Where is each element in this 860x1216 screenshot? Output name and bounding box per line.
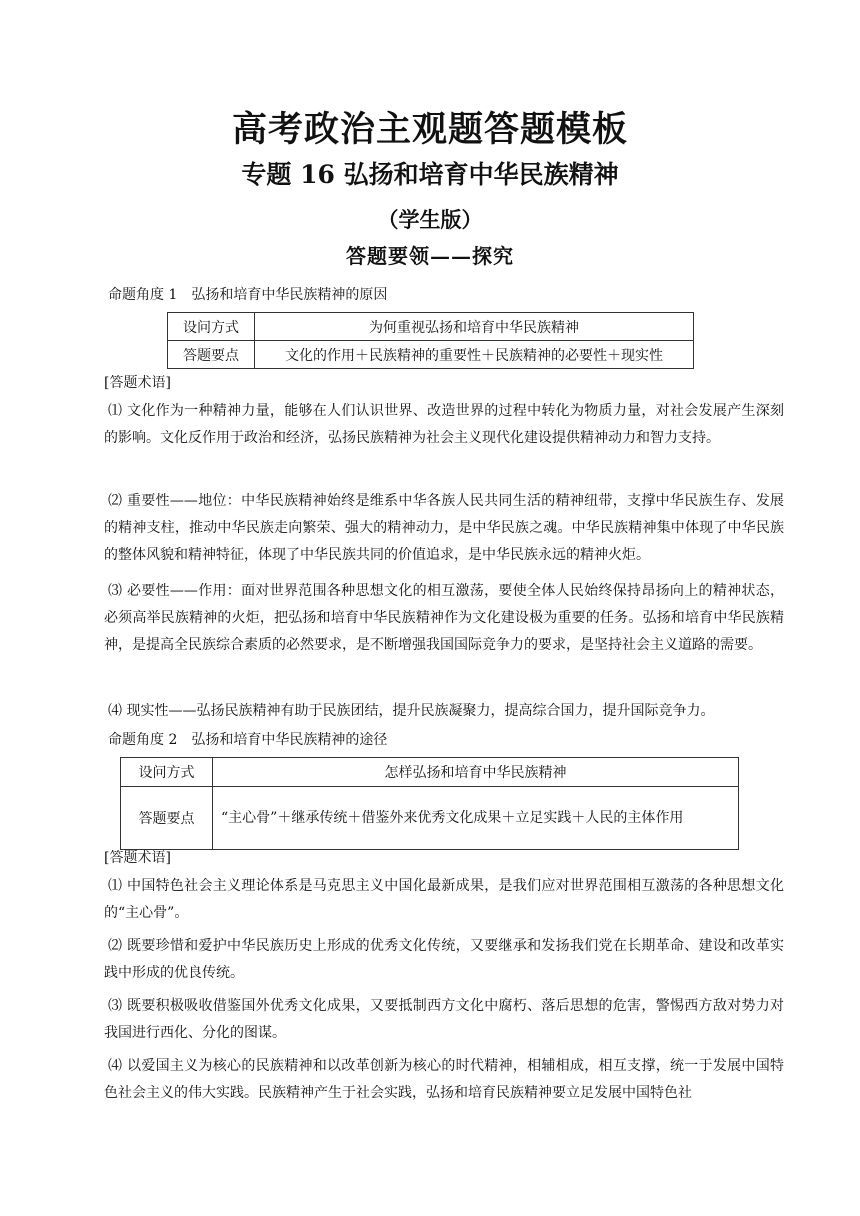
angle1-heading: 命题角度 1 弘扬和培育中华民族精神的原因 — [108, 287, 388, 303]
ask-value: 为何重视弘扬和培育中华民族精神 — [255, 313, 694, 341]
angle1-paragraph-1: ⑴ 文化作为一种精神力量，能够在人们认识世界、改造世界的过程中转化为物质力量，对社会发展产生深刻的影响。文化反作用于政治和经济，弘扬民族精神为社会主义现代化建设提供精神动力和智力支持。 — [104, 403, 784, 446]
angle2-paragraph-1: ⑴ 中国特色社会主义理论体系是马克思主义中国化最新成果，是我们应对世界范围相互激荡的各种思想文化的“主心骨”。 — [104, 878, 784, 921]
angle2-terms-label: [答题术语] — [104, 850, 171, 866]
edition-label: （学生版） — [377, 207, 483, 232]
topic-title: 专题 16 弘扬和培育中华民族精神 — [241, 160, 619, 189]
ask-value: 怎样弘扬和培育中华民族精神 — [213, 758, 739, 787]
angle1-paragraph-3: ⑶ 必要性——作用：面对世界范围各种思想文化的相互激荡，要使全体人民始终保持昂扬向上的精神状态，必须高举民族精神的火炬，把弘扬和培育中华民族精神作为文化建设极为重要的任务。弘扬和培育中华民族精神，是提高全民族综合素质的必然要求，是不断增强我国国际竞争力的要求，是坚持社会主义道路的需要。 — [104, 583, 784, 653]
key-value: 文化的作用＋民族精神的重要性＋民族精神的必要性＋现实性 — [255, 341, 694, 369]
angle2-heading: 命题角度 2 弘扬和培育中华民族精神的途径 — [108, 732, 388, 748]
angle2-paragraph-2: ⑵ 既要珍惜和爱护中华民族历史上形成的优秀文化传统，又要继承和发扬我们党在长期革命、建设和改革实践中形成的优良传统。 — [104, 938, 784, 981]
key-value: “主心骨”＋继承传统＋借鉴外来优秀文化成果＋立足实践＋人民的主体作用 — [213, 787, 739, 850]
angle2-paragraph-3: ⑶ 既要积极吸收借鉴国外优秀文化成果，又要抵制西方文化中腐朽、落后思想的危害，警惕西方敌对势力对我国进行西化、分化的图谋。 — [104, 998, 784, 1041]
ask-label: 设问方式 — [121, 758, 213, 787]
key-label: 答题要点 — [121, 787, 213, 850]
key-label: 答题要点 — [168, 341, 255, 369]
angle2-table — [120, 757, 739, 850]
ask-label: 设问方式 — [168, 313, 255, 341]
section-heading: 答题要领——探究 — [346, 244, 514, 268]
angle2-paragraph-4: ⑷ 以爱国主义为核心的民族精神和以改革创新为核心的时代精神，相辅相成，相互支撑，统一于发展中国特色社会主义的伟大实践。民族精神产生于社会实践，弘扬和培育民族精神要立足发展中国特色社 — [104, 1058, 784, 1101]
angle1-table — [167, 312, 694, 369]
angle1-paragraph-4: ⑷ 现实性——弘扬民族精神有助于民族团结，提升民族凝聚力，提高综合国力，提升国际竞争力。 — [108, 703, 715, 719]
angle1-paragraph-2: ⑵ 重要性——地位：中华民族精神始终是维系中华各族人民共同生活的精神纽带，支撑中华民族生存、发展的精神支柱，推动中华民族走向繁荣、强大的精神动力，是中华民族之魂。中华民族精神集中体现了中华民族的整体风貌和精神特征，体现了中华民族共同的价值追求，是中华民族永远的精神火炬。 — [104, 493, 784, 563]
main-title: 高考政治主观题答题模板 — [231, 109, 628, 150]
angle1-terms-label: [答题术语] — [104, 375, 171, 391]
